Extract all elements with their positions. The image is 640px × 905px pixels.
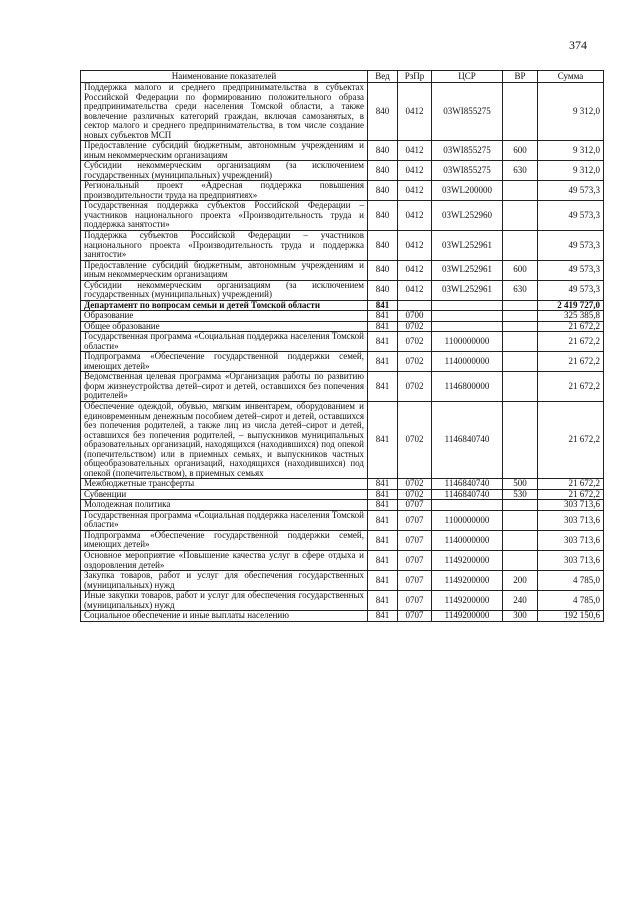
cell-csr: 1149200000 [432, 571, 503, 591]
cell-ved: 841 [368, 311, 398, 322]
cell-csr [432, 500, 503, 511]
cell-ved: 840 [368, 280, 398, 300]
table-row [81, 352, 604, 372]
cell-rzpr: 0707 [398, 500, 432, 511]
cell-rzpr: 0412 [398, 83, 432, 141]
cell-sum: 325 385,8 [538, 311, 604, 322]
cell-rzpr: 0707 [398, 530, 432, 550]
cell-rzpr: 0702 [398, 352, 432, 372]
cell-vr: 630 [503, 161, 538, 181]
cell-name: Государственная программа «Социальная поддержка населения Томской области» [81, 510, 368, 530]
cell-ved: 841 [368, 611, 398, 622]
cell-sum: 303 713,6 [538, 550, 604, 570]
cell-csr: 03WI855275 [432, 161, 503, 181]
cell-rzpr: 0707 [398, 550, 432, 570]
cell-ved: 841 [368, 332, 398, 352]
cell-name: Иные закупки товаров, работ и услуг для обеспечения государственных (муниципальных) нужд [81, 591, 368, 611]
cell-sum: 303 713,6 [538, 530, 604, 550]
cell-ved: 841 [368, 352, 398, 372]
cell-vr [503, 372, 538, 402]
cell-csr [432, 321, 503, 332]
cell-ved: 841 [368, 489, 398, 500]
cell-name: Подпрограмма «Обеспечение государственной поддержки семей, имеющих детей» [81, 352, 368, 372]
cell-csr [432, 311, 503, 322]
cell-ved: 841 [368, 372, 398, 402]
cell-csr: 1100000000 [432, 510, 503, 530]
cell-sum: 9 312,0 [538, 161, 604, 181]
cell-rzpr: 0707 [398, 571, 432, 591]
cell-name: Субсидии некоммерческим организациям (за исключением государственных (муниципальных) учреждений) [81, 280, 368, 300]
cell-sum: 21 672,2 [538, 489, 604, 500]
table-row [81, 332, 604, 352]
cell-ved: 840 [368, 83, 398, 141]
cell-csr: 1149200000 [432, 611, 503, 622]
cell-csr: 03WI855275 [432, 83, 503, 141]
cell-ved: 841 [368, 321, 398, 332]
cell-sum: 21 672,2 [538, 321, 604, 332]
cell-vr: 500 [503, 479, 538, 490]
cell-csr: 1149200000 [432, 591, 503, 611]
cell-vr: 300 [503, 611, 538, 622]
table-row [81, 372, 604, 402]
table-row [81, 280, 604, 300]
table-row [81, 510, 604, 530]
cell-name: Подпрограмма «Обеспечение государственной поддержки семей, имеющих детей» [81, 530, 368, 550]
table-row [81, 479, 604, 490]
cell-vr: 630 [503, 280, 538, 300]
header-vr: ВР [503, 71, 538, 83]
cell-name: Поддержка субъектов Российской Федерации – участников национального проекта «Производительность труда и поддержка занятости» [81, 230, 368, 260]
cell-sum: 49 573,3 [538, 201, 604, 231]
cell-vr [503, 332, 538, 352]
cell-ved: 841 [368, 591, 398, 611]
table-row [81, 260, 604, 280]
cell-csr: 03WL252961 [432, 260, 503, 280]
cell-sum: 192 150,6 [538, 611, 604, 622]
cell-sum: 9 312,0 [538, 141, 604, 161]
cell-name: Обеспечение одеждой, обувью, мягким инвентарем, оборудованием и единовременным денежным пособием детей–сирот и детей, оставшихся без попечения родителей, а также лиц из числа детей–сирот и детей, оставшихся без попечения родителей, – выпускников муниципальных образовательных организаций, находящихся (находившихся) под опекой (попечительством) или в приемных семьях, и выпускников частных общеобразовательных организаций, находящихся (находившихся) под опекой (попечительством), в приемных семьях [81, 402, 368, 479]
cell-rzpr: 0412 [398, 230, 432, 260]
cell-rzpr: 0702 [398, 479, 432, 490]
table-body [81, 83, 604, 622]
table-row [81, 591, 604, 611]
table-header-row [81, 71, 604, 83]
cell-ved: 841 [368, 530, 398, 550]
cell-sum: 21 672,2 [538, 402, 604, 479]
cell-csr: 03WL200000 [432, 181, 503, 201]
cell-ved: 840 [368, 181, 398, 201]
cell-csr: 1146840740 [432, 479, 503, 490]
header-rzpr: РзПр [398, 71, 432, 83]
header-ved: Вед [368, 71, 398, 83]
header-sum: Сумма [538, 71, 604, 83]
cell-sum: 4 785,0 [538, 571, 604, 591]
table-row [81, 571, 604, 591]
cell-vr [503, 83, 538, 141]
cell-vr [503, 402, 538, 479]
cell-name: Основное мероприятие «Повышение качества услуг в сфере отдыха и оздоровления детей» [81, 550, 368, 570]
budget-table [80, 70, 604, 622]
cell-vr [503, 230, 538, 260]
table-row [81, 141, 604, 161]
table-row [81, 489, 604, 500]
cell-vr [503, 201, 538, 231]
cell-csr: 1140000000 [432, 530, 503, 550]
header-csr: ЦСР [432, 71, 503, 83]
cell-sum: 49 573,3 [538, 181, 604, 201]
cell-rzpr: 0412 [398, 141, 432, 161]
cell-ved: 841 [368, 500, 398, 511]
cell-vr: 200 [503, 571, 538, 591]
cell-sum: 4 785,0 [538, 591, 604, 611]
cell-vr [503, 550, 538, 570]
table-row [81, 611, 604, 622]
table-row [81, 230, 604, 260]
table-row [81, 500, 604, 511]
cell-rzpr: 0412 [398, 181, 432, 201]
cell-vr [503, 352, 538, 372]
cell-rzpr [398, 300, 432, 311]
cell-sum: 49 573,3 [538, 230, 604, 260]
cell-sum: 21 672,2 [538, 332, 604, 352]
cell-csr: 1146840740 [432, 402, 503, 479]
cell-csr: 03WL252961 [432, 280, 503, 300]
cell-csr: 1140000000 [432, 352, 503, 372]
table-row [81, 161, 604, 181]
cell-sum: 9 312,0 [538, 83, 604, 141]
cell-rzpr: 0702 [398, 489, 432, 500]
cell-csr: 1149200000 [432, 550, 503, 570]
cell-name: Молодежная политика [81, 500, 368, 511]
cell-rzpr: 0700 [398, 311, 432, 322]
cell-vr [503, 321, 538, 332]
cell-ved: 840 [368, 260, 398, 280]
cell-rzpr: 0702 [398, 321, 432, 332]
cell-csr [432, 300, 503, 311]
cell-vr: 530 [503, 489, 538, 500]
cell-name: Государственная программа «Социальная поддержка населения Томской области» [81, 332, 368, 352]
cell-rzpr: 0707 [398, 611, 432, 622]
cell-rzpr: 0702 [398, 372, 432, 402]
table-row [81, 83, 604, 141]
cell-ved: 841 [368, 550, 398, 570]
cell-name: Субсидии некоммерческим организациям (за исключением государственных (муниципальных) учреждений) [81, 161, 368, 181]
cell-rzpr: 0707 [398, 591, 432, 611]
cell-csr: 1146800000 [432, 372, 503, 402]
page-number: 374 [569, 38, 587, 52]
cell-ved: 840 [368, 201, 398, 231]
table-row [81, 402, 604, 479]
cell-sum: 21 672,2 [538, 372, 604, 402]
cell-rzpr: 0702 [398, 402, 432, 479]
cell-vr [503, 300, 538, 311]
cell-csr: 03WL252960 [432, 201, 503, 231]
header-name: Наименование показателей [81, 71, 368, 83]
cell-csr: 03WI855275 [432, 141, 503, 161]
cell-vr [503, 530, 538, 550]
cell-name: Предоставление субсидий бюджетным, автономным учреждениям и иным некоммерческим организациям [81, 260, 368, 280]
cell-name: Межбюджетные трансферты [81, 479, 368, 490]
cell-vr [503, 181, 538, 201]
cell-csr: 1100000000 [432, 332, 503, 352]
cell-rzpr: 0707 [398, 510, 432, 530]
cell-sum: 2 419 727,0 [538, 300, 604, 311]
cell-csr: 1146840740 [432, 489, 503, 500]
cell-sum: 303 713,6 [538, 510, 604, 530]
table-row [81, 201, 604, 231]
cell-ved: 841 [368, 510, 398, 530]
cell-rzpr: 0412 [398, 260, 432, 280]
cell-sum: 49 573,3 [538, 280, 604, 300]
table-row [81, 300, 604, 311]
cell-sum: 49 573,3 [538, 260, 604, 280]
cell-ved: 841 [368, 402, 398, 479]
cell-name: Поддержка малого и среднего предпринимательства в субъектах Российской Федерации по формированию положительного образа предпринимательства среди населения Томской области, а также вовлечение различных категорий граждан, включая самозанятых, в сектор малого и среднего предпринимательства, в том числе создание новых субъектов МСП [81, 83, 368, 141]
cell-sum: 303 713,6 [538, 500, 604, 511]
cell-ved: 841 [368, 571, 398, 591]
cell-csr: 03WL252961 [432, 230, 503, 260]
cell-rzpr: 0412 [398, 280, 432, 300]
cell-vr [503, 500, 538, 511]
cell-ved: 841 [368, 300, 398, 311]
cell-ved: 840 [368, 141, 398, 161]
cell-ved: 841 [368, 479, 398, 490]
cell-ved: 840 [368, 230, 398, 260]
table-row [81, 321, 604, 332]
cell-vr [503, 311, 538, 322]
cell-name: Ведомственная целевая программа «Организация работы по развитию форм жизнеустройства детей–сирот и детей, оставшихся без попечения родителей» [81, 372, 368, 402]
cell-name: Региональный проект «Адресная поддержка повышения производительности труда на предприятиях» [81, 181, 368, 201]
cell-rzpr: 0702 [398, 332, 432, 352]
cell-sum: 21 672,2 [538, 352, 604, 372]
table-row [81, 550, 604, 570]
cell-sum: 21 672,2 [538, 479, 604, 490]
table-row [81, 530, 604, 550]
cell-vr: 240 [503, 591, 538, 611]
cell-name: Закупка товаров, работ и услуг для обеспечения государственных (муниципальных) нужд [81, 571, 368, 591]
cell-name: Субвенции [81, 489, 368, 500]
cell-rzpr: 0412 [398, 201, 432, 231]
table-row [81, 311, 604, 322]
table-row [81, 181, 604, 201]
cell-name: Предоставление субсидий бюджетным, автономным учреждениям и иным некоммерческим организациям [81, 141, 368, 161]
cell-name: Общее образование [81, 321, 368, 332]
cell-vr: 600 [503, 141, 538, 161]
cell-name: Образование [81, 311, 368, 322]
cell-ved: 840 [368, 161, 398, 181]
cell-vr: 600 [503, 260, 538, 280]
cell-name: Государственная поддержка субъектов Российской Федерации – участников национального проекта «Производительность труда и поддержка занятости» [81, 201, 368, 231]
cell-rzpr: 0412 [398, 161, 432, 181]
cell-name: Департамент по вопросам семьи и детей Томской области [81, 300, 368, 311]
cell-name: Социальное обеспечение и иные выплаты населению [81, 611, 368, 622]
cell-vr [503, 510, 538, 530]
